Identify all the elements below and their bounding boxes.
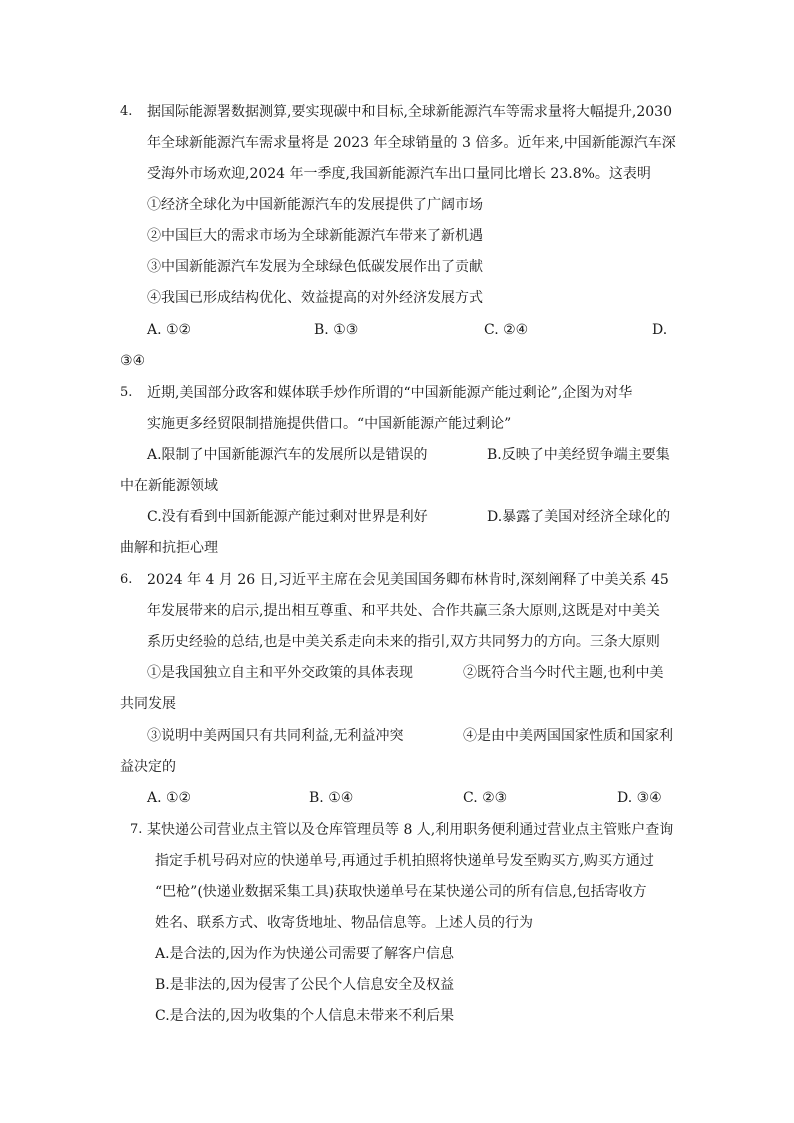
question-stem-line: 指定手机号码对应的快递单号,再通过手机拍照将快递单号发至购买方,购买方通过 bbox=[155, 853, 654, 869]
question-number: 4. bbox=[120, 104, 133, 119]
statement-2-wrap: 共同发展 bbox=[120, 696, 176, 712]
question-stem-line: 年发展带来的启示,提出相互尊重、和平共处、合作共赢三条大原则,这既是对中美关 bbox=[147, 603, 660, 619]
option-c[interactable]: C. ②③ bbox=[463, 790, 508, 806]
question-number: 6. bbox=[120, 572, 133, 587]
question-stem-line: 系历史经验的总结,也是中美关系走向未来的指引,双方共同努力的方向。三条大原则 bbox=[147, 634, 660, 650]
option-d[interactable]: D.暴露了美国对经济全球化的 bbox=[487, 509, 671, 525]
option-d[interactable]: D. ③④ bbox=[617, 790, 662, 806]
option-b[interactable]: B.反映了中美经贸争端主要集 bbox=[487, 447, 670, 463]
statement-2: ②中国巨大的需求市场为全球新能源汽车带来了新机遇 bbox=[147, 228, 483, 244]
option-d-wrap: 曲解和抗拒心理 bbox=[120, 540, 218, 556]
option-b-wrap: 中在新能源领域 bbox=[120, 478, 218, 494]
option-a[interactable]: A. ①② bbox=[147, 790, 192, 806]
option-a[interactable]: A.是合法的,因为作为快递公司需要了解客户信息 bbox=[155, 946, 455, 962]
statement-1: ①是我国独立自主和平外交政策的具体表现 bbox=[147, 665, 413, 681]
option-d[interactable]: D. bbox=[652, 322, 668, 338]
question-stem-line: 近期,美国部分政客和媒体联手炒作所谓的“中国新能源产能过剩论”,企图为对华 bbox=[147, 385, 633, 401]
option-b[interactable]: B. ①④ bbox=[309, 790, 354, 806]
option-d-wrap: ③④ bbox=[120, 353, 146, 369]
question-stem-line: 实施更多经贸限制措施提供借口。“中国新能源产能过剩论” bbox=[147, 416, 512, 432]
question-stem-line: 据国际能源署数据测算,要实现碳中和目标,全球新能源汽车等需求量将大幅提升,2030 bbox=[147, 104, 672, 120]
question-stem-line: 2024 年 4 月 26 日,习近平主席在会见美国国务卿布林肯时,深刻阐释了中美关系 45 bbox=[147, 572, 669, 588]
question-stem-line: 姓名、联系方式、收寄货地址、物品信息等。上述人员的行为 bbox=[155, 915, 533, 931]
option-b[interactable]: B.是非法的,因为侵害了公民个人信息安全及权益 bbox=[155, 977, 455, 993]
statement-2: ②既符合当今时代主题,也利中美 bbox=[463, 665, 664, 681]
question-stem-line: 某快递公司营业点主管以及仓库管理员等 8 人,利用职务便利通过营业点主管账户查询 bbox=[147, 822, 674, 838]
option-c[interactable]: C.没有看到中国新能源产能过剩对世界是利好 bbox=[147, 509, 428, 525]
question-number: 5. bbox=[120, 385, 133, 400]
option-b[interactable]: B. ①③ bbox=[314, 322, 359, 338]
question-stem-line: 受海外市场欢迎,2024 年一季度,我国新能源汽车出口量同比增长 23.8%。这表明 bbox=[147, 166, 651, 182]
statement-3: ③中国新能源汽车发展为全球绿色低碳发展作出了贡献 bbox=[147, 259, 483, 275]
statement-3: ③说明中美两国只有共同利益,无利益冲突 bbox=[147, 728, 404, 744]
option-c[interactable]: C.是合法的,因为收集的个人信息未带来不利后果 bbox=[155, 1008, 455, 1024]
option-a[interactable]: A.限制了中国新能源汽车的发展所以是错误的 bbox=[147, 447, 428, 463]
question-number: 7. bbox=[130, 822, 143, 837]
option-c[interactable]: C. ②④ bbox=[484, 322, 529, 338]
question-stem-line: 年全球新能源汽车需求量将是 2023 年全球销量的 3 倍多。近年来,中国新能源汽车深 bbox=[147, 135, 676, 151]
question-stem-line: “巴枪”(快递业数据采集工具)获取快递单号在某快递公司的所有信息,包括寄收方 bbox=[155, 884, 647, 900]
statement-4: ④是由中美两国国家性质和国家利 bbox=[463, 728, 673, 744]
statement-4-wrap: 益决定的 bbox=[120, 759, 176, 775]
statement-4: ④我国已形成结构优化、效益提高的对外经济发展方式 bbox=[147, 290, 483, 306]
statement-1: ①经济全球化为中国新能源汽车的发展提供了广阔市场 bbox=[147, 197, 483, 213]
option-a[interactable]: A. ①② bbox=[147, 322, 192, 338]
